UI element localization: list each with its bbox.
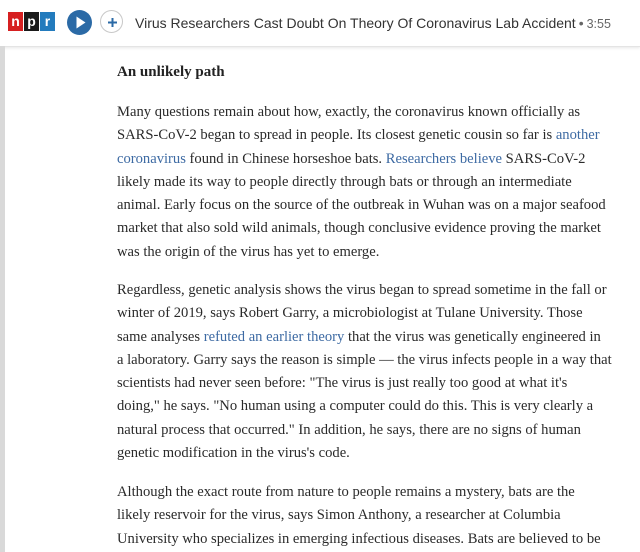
article-body: [117, 58, 625, 547]
p1-line-4: likely made its way to people directly through bats or through an intermediate: [117, 173, 572, 190]
play-icon: [67, 10, 92, 35]
section-heading: An unlikely path: [117, 64, 225, 80]
left-accent-stripe: [0, 46, 5, 552]
npr-logo-p: p: [24, 12, 39, 31]
p2-line-4: a laboratory. Garry says the reason is simple — the virus infects people in a way that: [117, 351, 612, 368]
p1-line-6: market that also sold wild animals, though conclusive evidence proving the market: [117, 220, 601, 237]
p3-line-2: likely reservoir for the virus, says Simon Anthony, a researcher at Columbia: [117, 507, 561, 524]
p2-line-7: natural process that occurred." In addition, he says, there are no signs of human: [117, 421, 581, 438]
npr-logo-n: n: [8, 12, 23, 31]
p1-text: SARS-CoV-2 began to spread in people. Its closest genetic cousin so far is: [117, 127, 556, 144]
episode-info: [135, 14, 611, 33]
p1-line-1: Many questions remain about how, exactly, the coronavirus known officially as: [117, 104, 581, 120]
p2-text: same analyses: [117, 328, 204, 345]
p2-line-8: genetic modification in the virus's code.: [117, 445, 350, 462]
p2-line-6: doing," he says. "No human using a computer could do this. This is very clearly a: [117, 398, 594, 415]
plus-icon: [101, 11, 124, 34]
p2-line-5: scientists had never seen before: "The virus is just really too good at what it's: [117, 375, 568, 392]
episode-title[interactable]: Virus Researchers Cast Doubt On Theory Of Coronavirus Lab Accident: [135, 15, 576, 31]
npr-logo-r: r: [40, 12, 55, 31]
paragraph-3: [117, 481, 625, 551]
npr-logo[interactable]: [8, 12, 56, 31]
link-researchers-believe[interactable]: Researchers believe: [385, 150, 503, 167]
p1-line-7: was the origin of the virus has yet to emerge.: [117, 243, 380, 260]
p1-line-2: [117, 124, 625, 147]
p2-text: that the virus was genetically engineered in: [344, 328, 601, 345]
audio-player-bar: [0, 0, 640, 47]
p1-line-5: animal. Early focus on the source of the outbreak in Wuhan was on a major seafood: [117, 197, 606, 214]
p2-line-3: [117, 326, 625, 349]
link-another-coronavirus-cont[interactable]: coronavirus: [117, 150, 186, 167]
p1-text: SARS-CoV-2: [502, 150, 586, 167]
add-to-playlist-button[interactable]: [100, 10, 123, 33]
episode-separator: •: [578, 15, 584, 31]
p3-line-3: University who specializes in emerging infectious diseases. Bats are believed to be: [117, 530, 601, 547]
episode-duration: 3:55: [586, 17, 611, 31]
paragraph-2: [117, 279, 625, 465]
p2-line-2: winter of 2019, says Robert Garry, a microbiologist at Tulane University. Those: [117, 305, 583, 322]
play-button[interactable]: [67, 10, 92, 35]
paragraph-1: [117, 101, 625, 264]
link-another-coronavirus[interactable]: another: [555, 127, 600, 144]
p1-line-3: [117, 148, 625, 171]
link-refuted-earlier-theory[interactable]: refuted an earlier theory: [203, 328, 345, 345]
p3-line-1: Although the exact route from nature to people remains a mystery, bats are the: [117, 484, 575, 500]
p1-text: found in Chinese horseshoe bats.: [185, 150, 386, 167]
p2-line-1: Regardless, genetic analysis shows the virus began to spread sometime in the fall or: [117, 282, 607, 298]
